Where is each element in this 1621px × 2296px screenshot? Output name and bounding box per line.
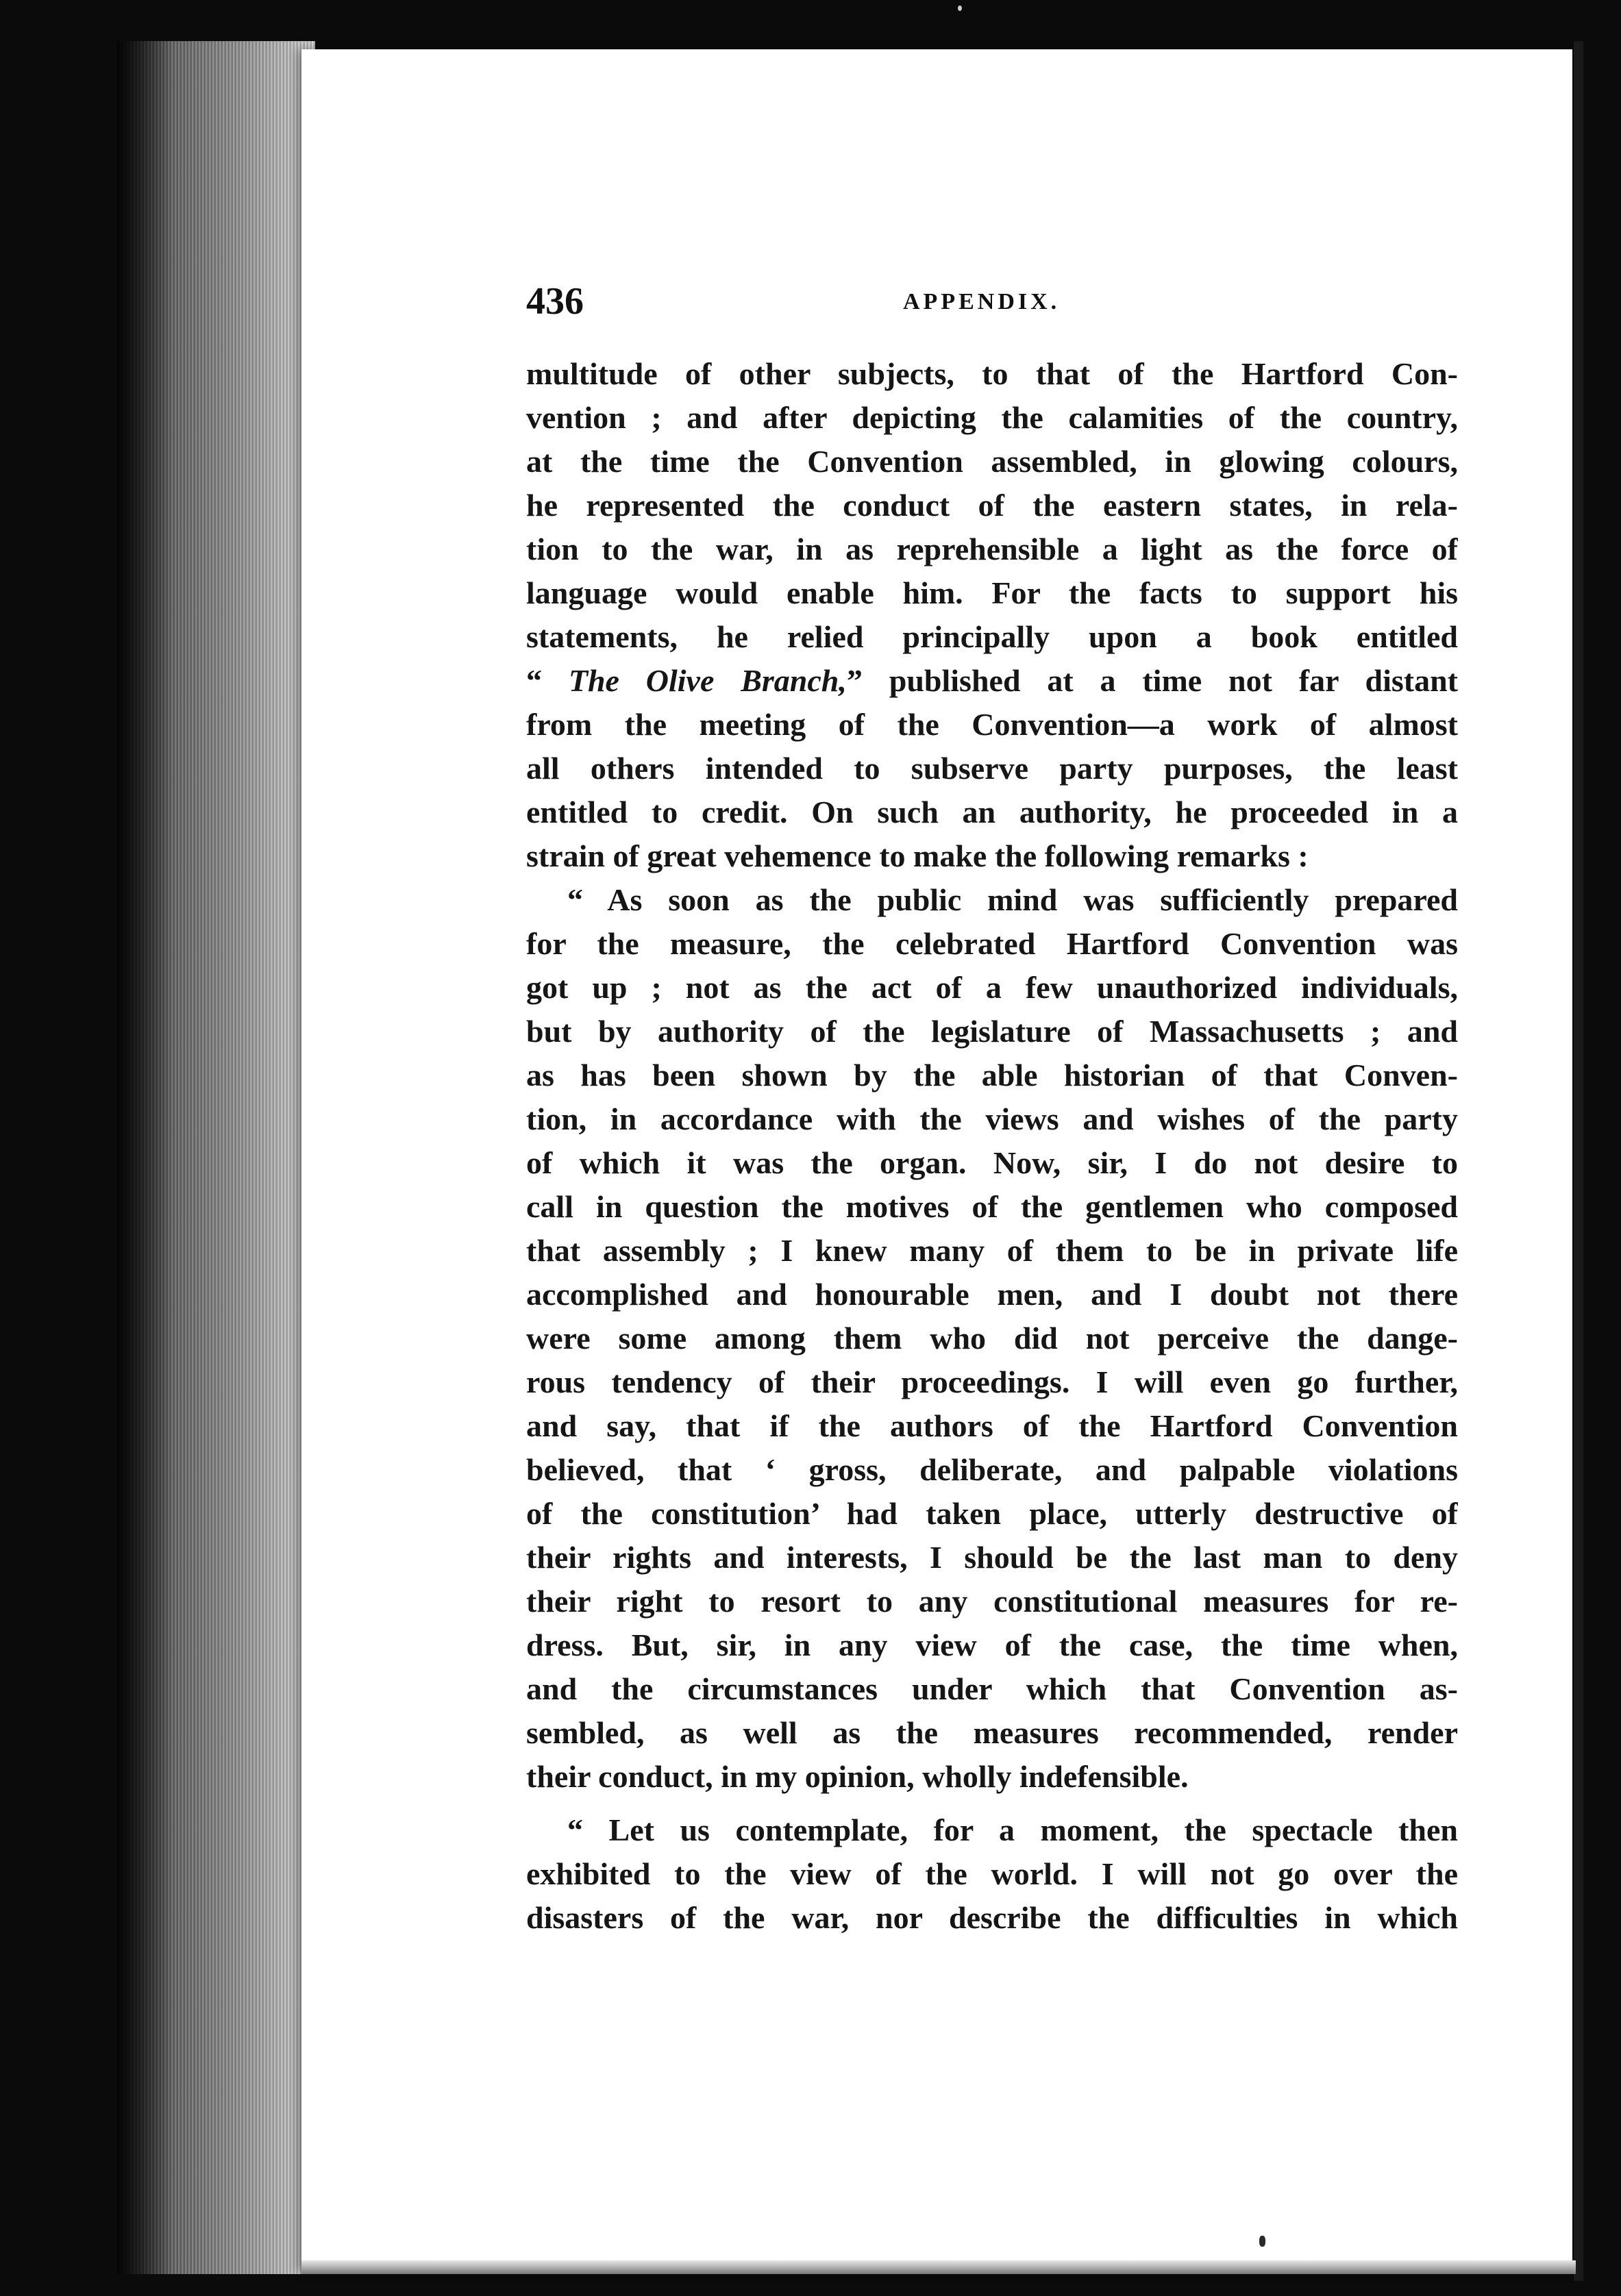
text-line: strain of great vehemence to make the following remarks : (526, 838, 1309, 873)
text-line: entitled to credit. On such an authority, he proceeded in a (526, 795, 1458, 829)
text-line: tion to the war, in as reprehensible a light as the force of (526, 532, 1458, 566)
text-line: as has been shown by the able historian of that Conven- (526, 1058, 1458, 1093)
line-remainder: ” published at a time not far distant (846, 663, 1458, 698)
text-line: all others intended to subserve party purposes, the least (526, 751, 1458, 786)
page-edge-shadow (116, 41, 171, 2274)
text-line: their rights and interests, I should be the last man to deny (526, 1540, 1458, 1575)
text-line: call in question the motives of the gentlemen who composed (526, 1189, 1458, 1224)
text-line: and the circumstances under which that Convention as- (526, 1671, 1458, 1706)
text-line: got up ; not as the act of a few unauthorized individuals, (526, 970, 1458, 1005)
facing-page-edge (1574, 41, 1583, 2281)
text-line-with-title (526, 659, 1458, 703)
running-head: APPENDIX. (903, 289, 1061, 314)
text-line: were some among them who did not perceive the dange- (526, 1321, 1458, 1356)
text-line: that assembly ; I knew many of them to be in private life (526, 1233, 1458, 1268)
text-line: at the time the Convention assembled, in glowing colours, (526, 444, 1458, 479)
text-line: vention ; and after depicting the calamities of the country, (526, 400, 1458, 435)
text-line: believed, that ‘ gross, deliberate, and palpable violations (526, 1452, 1458, 1487)
page-number: 436 (526, 280, 584, 323)
page-bottom-edge (301, 2260, 1576, 2274)
text-line: language would enable him. For the facts to support his (526, 575, 1458, 610)
page-header (526, 279, 1458, 334)
text-line: and say, that if the authors of the Hartford Convention (526, 1408, 1458, 1443)
open-quote: “ (526, 663, 569, 698)
text-line: exhibited to the view of the world. I will not go over the (526, 1856, 1458, 1891)
text-line: “ Let us contemplate, for a moment, the spectacle then (567, 1812, 1458, 1847)
text-line: disasters of the war, nor describe the difficulties in which (526, 1900, 1458, 1935)
text-line: dress. But, sir, in any view of the case, the time when, (526, 1627, 1458, 1662)
text-line: he represented the conduct of the eastern states, in rela- (526, 488, 1458, 523)
text-line: tion, in accordance with the views and wishes of the party (526, 1101, 1458, 1136)
text-line: sembled, as well as the measures recommended, render (526, 1715, 1458, 1750)
body-text (526, 352, 1458, 1940)
text-line: for the measure, the celebrated Hartford Convention was (526, 926, 1458, 961)
text-line: of which it was the organ. Now, sir, I do not desire to (526, 1145, 1458, 1180)
text-line: their right to resort to any constitutional measures for re- (526, 1584, 1458, 1619)
text-line: “ As soon as the public mind was sufficiently prepared (567, 882, 1458, 917)
text-line: but by authority of the legislature of Massachusetts ; and (526, 1014, 1458, 1049)
ink-mark (1259, 2236, 1265, 2247)
text-line: accomplished and honourable men, and I doubt not there (526, 1277, 1458, 1312)
text-line: their conduct, in my opinion, wholly indefensible. (526, 1759, 1189, 1794)
text-line: from the meeting of the Convention—a work of almost (526, 707, 1458, 742)
text-line: multitude of other subjects, to that of the Hartford Con- (526, 356, 1458, 391)
book-title: The Olive Branch, (568, 663, 847, 698)
text-line: statements, he relied principally upon a book entitled (526, 619, 1458, 654)
text-line: rous tendency of their proceedings. I will even go further, (526, 1364, 1458, 1399)
text-line: of the constitution’ had taken place, utterly destructive of (526, 1496, 1458, 1531)
dust-speck (958, 5, 962, 11)
